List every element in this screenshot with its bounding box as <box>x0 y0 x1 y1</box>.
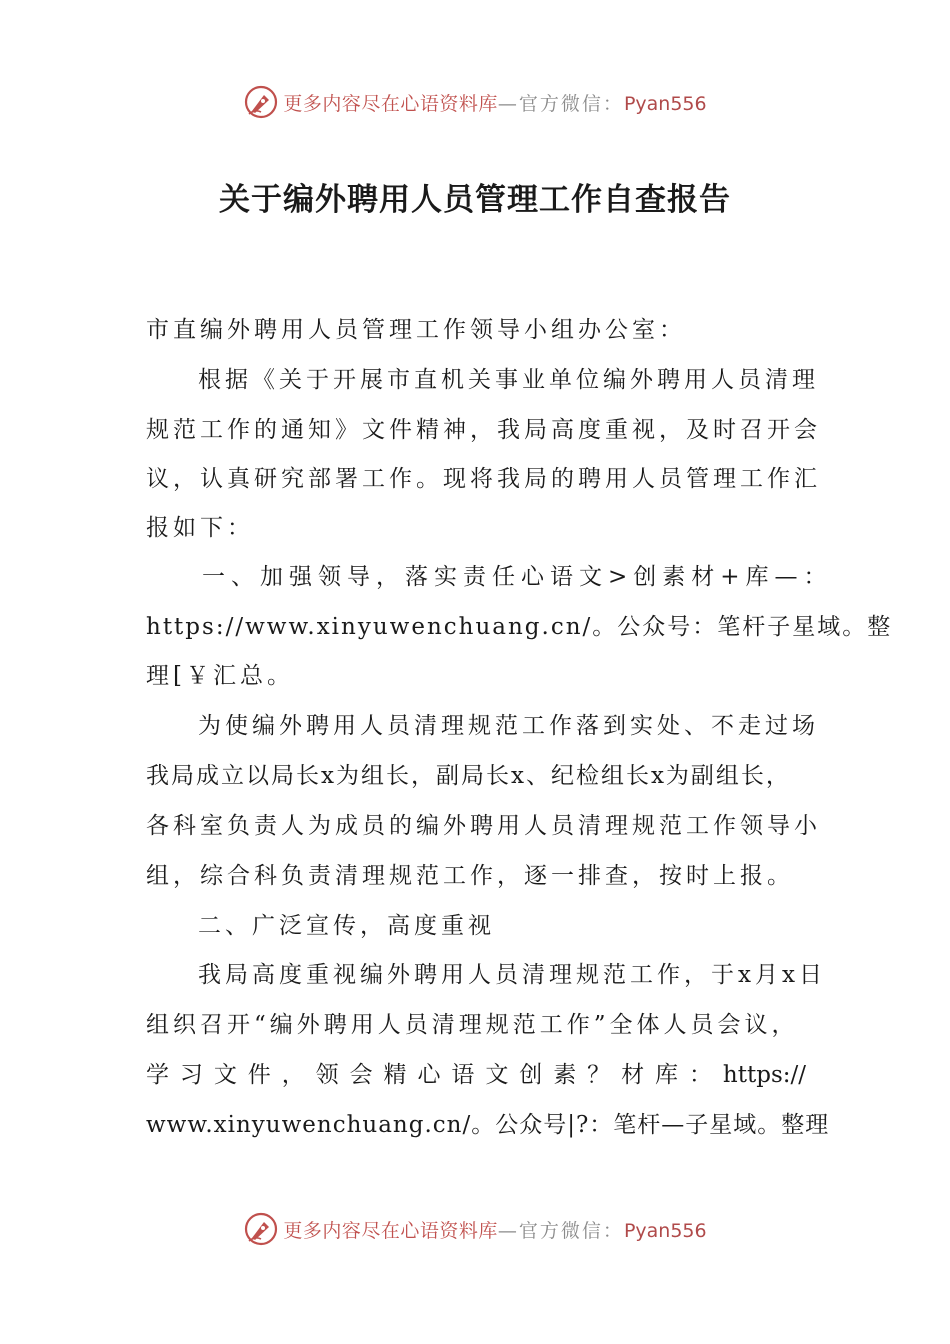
watermark-wechat-id: Pyan556 <box>623 1219 707 1242</box>
paragraph-line: www.xinyuwenchuang.cn/。公众号|?：笔杆—子星域。整理 <box>146 1112 830 1138</box>
paragraph-line: 理[￥汇总。 <box>146 663 294 689</box>
page-title: 关于编外聘用人员管理工作自查报告 <box>219 182 731 218</box>
paragraph-line: 学习文件，领会精心语文创素？材库：https:// <box>146 1062 806 1088</box>
section-heading-line: 一、加强领导，落实责任心语文>创素材+库—： <box>202 564 833 590</box>
section-heading-line: 二、广泛宣传，高度重视 <box>198 913 495 939</box>
paragraph-line: 组织召开“编外聘用人员清理规范工作”全体人员会议， <box>146 1012 799 1038</box>
watermark-sub-text: —官方微信： <box>497 92 624 115</box>
paragraph-line: 规范工作的通知》文件精神，我局高度重视，及时召开会 <box>146 417 821 443</box>
paragraph-line: 组，综合科负责清理规范工作，逐一排查，按时上报。 <box>146 863 794 889</box>
paragraph-line: 各科室负责人为成员的编外聘用人员清理规范工作领导小 <box>146 813 821 839</box>
paragraph-line: 议，认真研究部署工作。现将我局的聘用人员管理工作汇 <box>146 466 821 492</box>
paragraph-line: https://www.xinyuwenchuang.cn/。公众号：笔杆子星域。整 <box>146 614 893 640</box>
header-watermark <box>0 84 950 120</box>
watermark-sub-text: —官方微信： <box>497 1219 624 1242</box>
watermark-main-text: 更多内容尽在心语资料库 <box>283 1219 498 1242</box>
paragraph-line: 根据《关于开展市直机关事业单位编外聘用人员清理 <box>198 367 819 393</box>
paragraph-line: 为使编外聘用人员清理规范工作落到实处、不走过场 <box>198 713 819 739</box>
salutation-line: 市直编外聘用人员管理工作领导小组办公室： <box>146 317 686 343</box>
watermark-main-text: 更多内容尽在心语资料库 <box>283 92 498 115</box>
watermark-wechat-id: Pyan556 <box>623 92 707 115</box>
paragraph-line: 我局成立以局长x为组长，副局长x、纪检组长x为副组长， <box>146 763 791 789</box>
pen-nib-logo-icon <box>243 84 279 120</box>
pen-nib-logo-icon <box>243 1211 279 1247</box>
footer-watermark <box>0 1211 950 1247</box>
paragraph-line: 我局高度重视编外聘用人员清理规范工作，于x月x日 <box>198 962 826 988</box>
paragraph-line: 报如下： <box>146 515 254 541</box>
